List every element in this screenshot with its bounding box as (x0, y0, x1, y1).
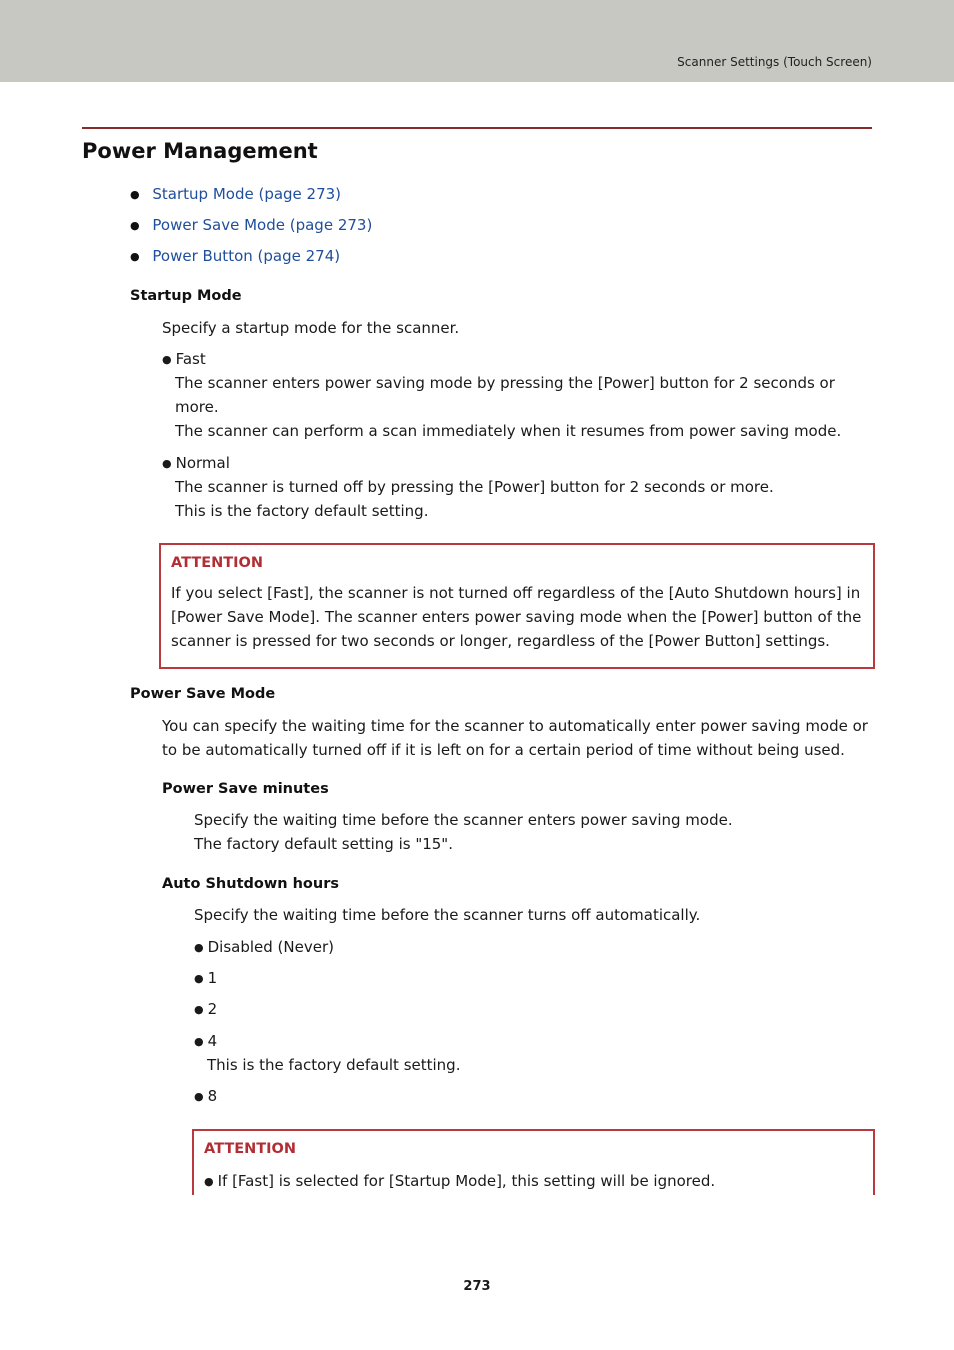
auto-shutdown-intro: Specify the waiting time before the scanner turns off automatically. (194, 906, 701, 924)
shutdown-option-label: Disabled (Never) (207, 938, 334, 956)
header-title: Scanner Settings (Touch Screen) (677, 55, 872, 69)
attention-title-startup: ATTENTION (171, 555, 263, 571)
power-save-minutes-heading: Power Save minutes (162, 781, 329, 797)
shutdown-option-label: 1 (207, 969, 218, 987)
shutdown-option-2 (194, 997, 217, 1023)
option-fast (162, 347, 206, 373)
shutdown-option-label: 2 (207, 1000, 218, 1018)
toc-link-startup-mode[interactable]: Startup Mode (page 273) (152, 185, 342, 203)
attention-startup-line2: [Power Save Mode]. The scanner enters power saving mode when the [Power] button of the (171, 608, 862, 626)
shutdown-option-8 (194, 1084, 217, 1110)
shutdown-option-1 (194, 966, 217, 992)
attention-startup-line3: scanner is pressed for two seconds or longer, regardless of the [Power Button] settings. (171, 632, 830, 650)
shutdown-option-disabled (194, 935, 334, 961)
shutdown-default-note: This is the factory default setting. (207, 1056, 461, 1074)
power-save-desc-1: You can specify the waiting time for the scanner to automatically enter power saving mode or (162, 717, 868, 735)
power-save-minutes-desc-2: The factory default setting is "15". (194, 835, 453, 853)
section-title: Power Management (82, 139, 318, 163)
attention-shutdown-text: If [Fast] is selected for [Startup Mode], this setting will be ignored. (217, 1172, 716, 1190)
fast-desc-1: The scanner enters power saving mode by pressing the [Power] button for 2 seconds or (175, 374, 835, 392)
page-header (0, 0, 954, 82)
power-save-desc-2: to be automatically turned off if it is left on for a certain period of time without being used. (162, 741, 845, 759)
option-normal-label: Normal (175, 454, 230, 472)
power-save-mode-heading: Power Save Mode (130, 686, 276, 702)
auto-shutdown-heading: Auto Shutdown hours (162, 876, 340, 892)
fast-desc-2: more. (175, 398, 219, 416)
toc-item-startup-mode (130, 185, 341, 203)
shutdown-option-label: 8 (207, 1087, 218, 1105)
normal-desc-2: This is the factory default setting. (175, 502, 429, 520)
toc-item-power-save-mode (130, 216, 372, 234)
section-divider (82, 127, 872, 129)
option-fast-label: Fast (175, 350, 206, 368)
option-normal (162, 451, 230, 477)
shutdown-option-label: 4 (207, 1032, 218, 1050)
toc-link-power-button[interactable]: Power Button (page 274) (152, 247, 341, 265)
startup-mode-intro: Specify a startup mode for the scanner. (162, 319, 460, 337)
shutdown-option-4 (194, 1029, 217, 1055)
page-number: 273 (463, 1279, 491, 1294)
fast-desc-3: The scanner can perform a scan immediately when it resumes from power saving mode. (175, 422, 842, 440)
toc-link-power-save-mode[interactable]: Power Save Mode (page 273) (152, 216, 373, 234)
attention-shutdown-item (204, 1169, 715, 1195)
toc-item-power-button (130, 247, 340, 265)
normal-desc-1: The scanner is turned off by pressing the [Power] button for 2 seconds or more. (175, 478, 774, 496)
power-save-minutes-desc-1: Specify the waiting time before the scanner enters power saving mode. (194, 811, 733, 829)
startup-mode-heading: Startup Mode (130, 288, 242, 304)
attention-startup-line1: If you select [Fast], the scanner is not turned off regardless of the [Auto Shutdown hours] in (171, 584, 861, 602)
attention-title-shutdown: ATTENTION (204, 1141, 296, 1157)
